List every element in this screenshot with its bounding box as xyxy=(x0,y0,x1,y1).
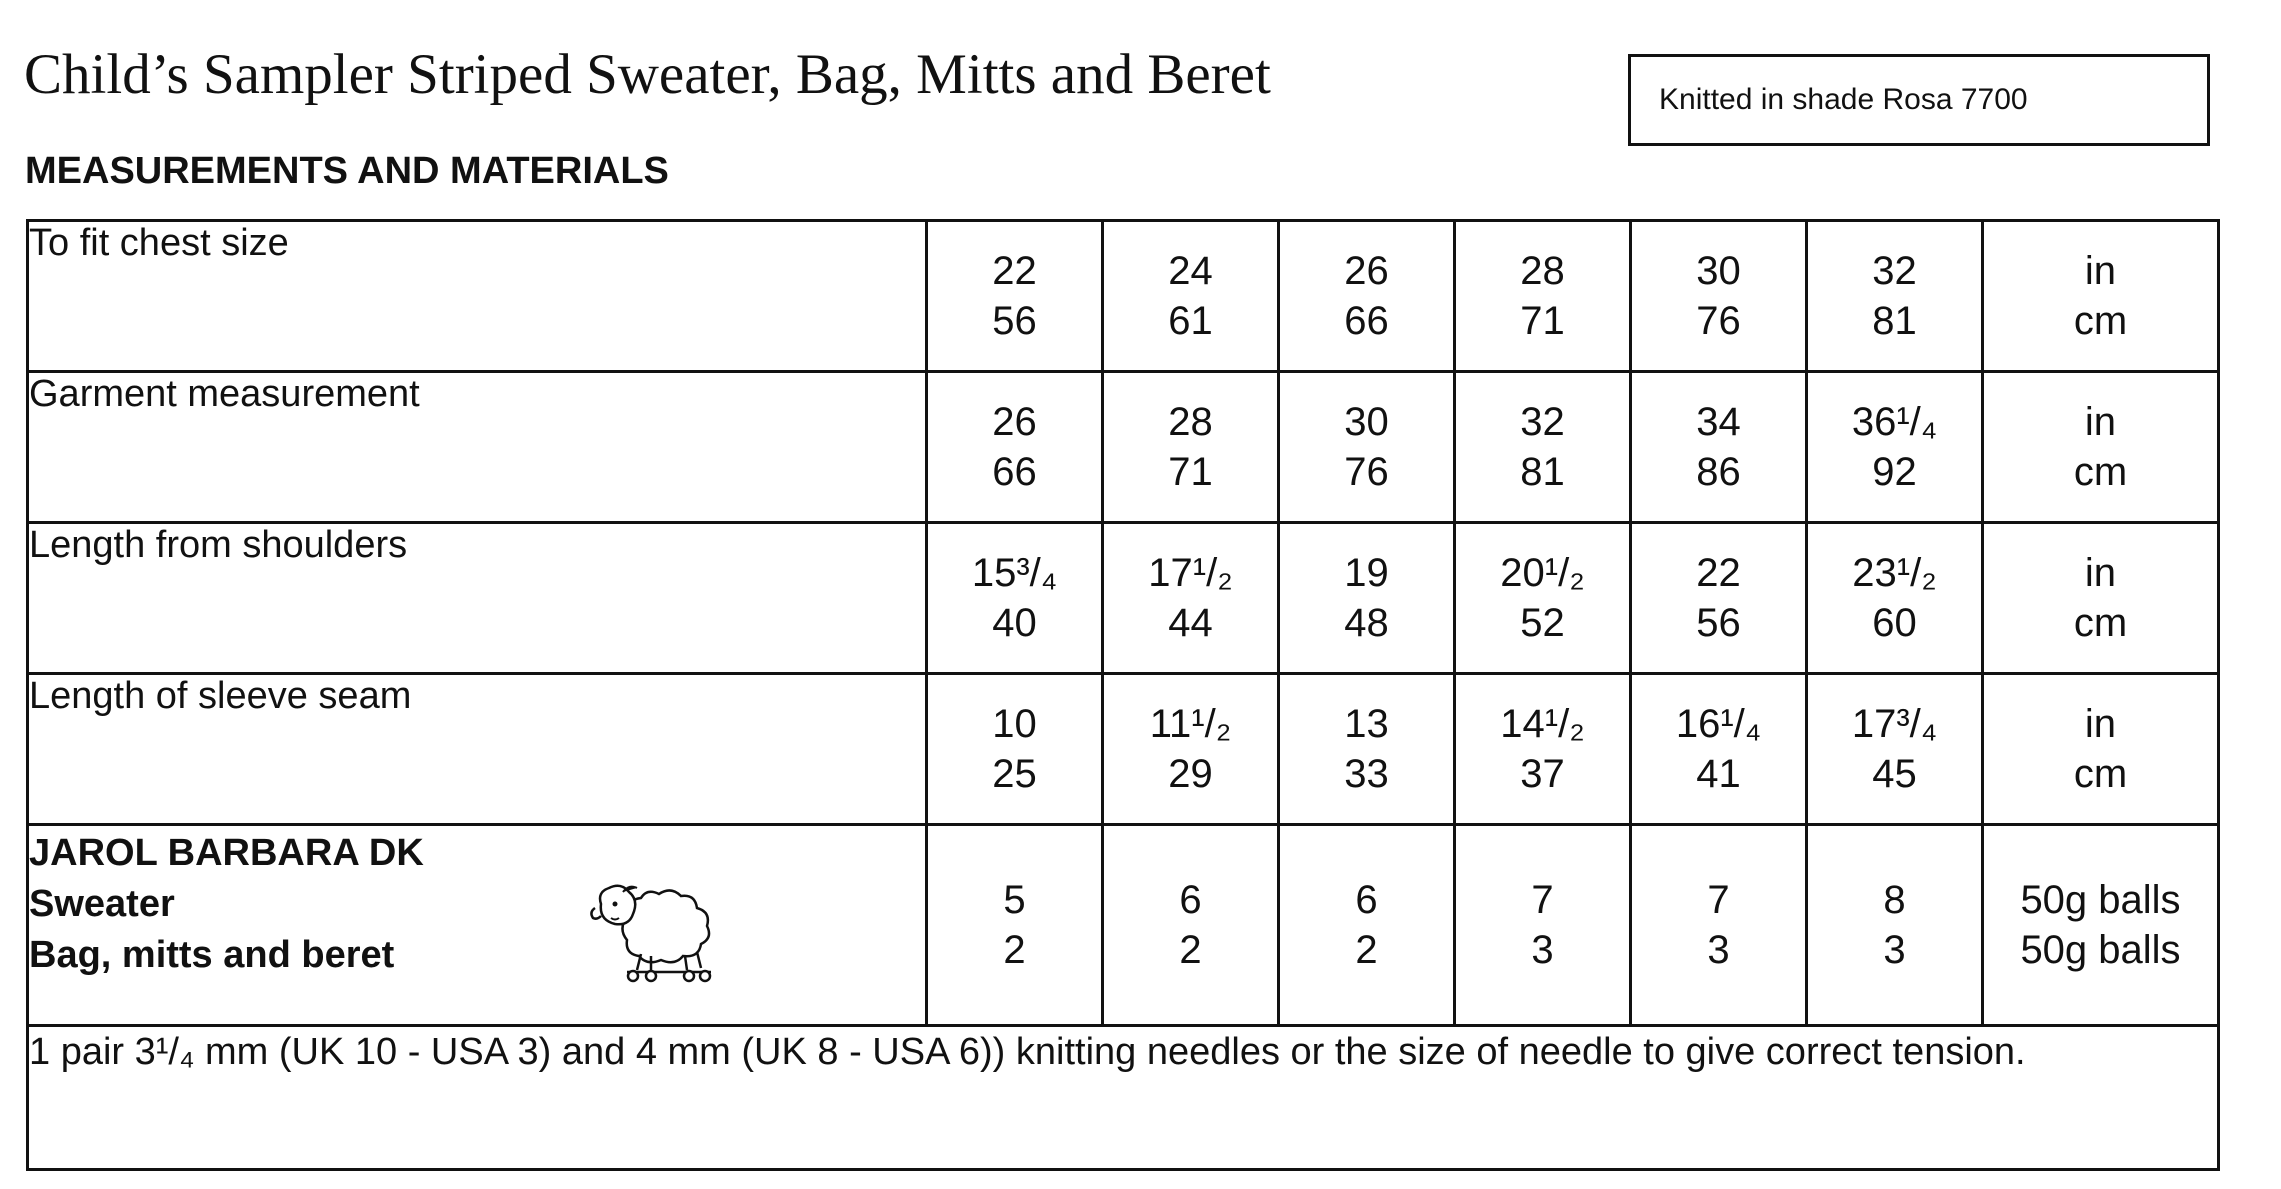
table-row-needles xyxy=(28,1026,2219,1170)
size-cell: 30 76 xyxy=(1279,372,1455,523)
size-cell: 15³/₄ 40 xyxy=(927,523,1103,674)
size-cell: 36¹/₄ 92 xyxy=(1807,372,1983,523)
balls-cell: 7 3 xyxy=(1455,825,1631,1026)
size-cell: 22 56 xyxy=(1631,523,1807,674)
size-cell: 30 76 xyxy=(1631,221,1807,372)
yarn-item: Bag, mitts and beret xyxy=(29,934,395,976)
needles-note: 1 pair 3¹/₄ mm (UK 10 - USA 3) and 4 mm (UK 8 - USA 6)) knitting needles or the size of needle to give correct tension. xyxy=(28,1026,2219,1170)
size-cell: 32 81 xyxy=(1455,372,1631,523)
row-label: Garment measurement xyxy=(28,372,927,523)
yarn-item: Sweater xyxy=(29,883,175,925)
balls-cell: 6 2 xyxy=(1279,825,1455,1026)
row-label: Length of sleeve seam xyxy=(28,674,927,825)
table-row-length xyxy=(28,523,2219,674)
shade-note: Knitted in shade Rosa 7700 xyxy=(1659,83,2028,116)
size-cell: 10 25 xyxy=(927,674,1103,825)
size-cell: 23¹/₂ 60 xyxy=(1807,523,1983,674)
size-cell: 17¹/₂ 44 xyxy=(1103,523,1279,674)
size-cell: 20¹/₂ 52 xyxy=(1455,523,1631,674)
unit-cell: in cm xyxy=(1983,523,2219,674)
size-cell: 34 86 xyxy=(1631,372,1807,523)
table-row-sleeve xyxy=(28,674,2219,825)
table-row-garment xyxy=(28,372,2219,523)
page-title: Child’s Sampler Striped Sweater, Bag, Mitts and Beret xyxy=(24,43,1271,106)
size-cell: 11¹/₂ 29 xyxy=(1103,674,1279,825)
size-cell: 26 66 xyxy=(1279,221,1455,372)
size-cell: 26 66 xyxy=(927,372,1103,523)
unit-cell: in cm xyxy=(1983,674,2219,825)
balls-cell: 7 3 xyxy=(1631,825,1807,1026)
unit-cell: in cm xyxy=(1983,372,2219,523)
size-cell: 17³/₄ 45 xyxy=(1807,674,1983,825)
table-row-chest xyxy=(28,221,2219,372)
size-cell: 19 48 xyxy=(1279,523,1455,674)
size-cell: 24 61 xyxy=(1103,221,1279,372)
measurements-table xyxy=(26,219,2220,1171)
unit-cell: in cm xyxy=(1983,221,2219,372)
yarn-label-cell xyxy=(28,825,927,1026)
shade-note-box xyxy=(1628,54,2210,146)
size-cell: 28 71 xyxy=(1455,221,1631,372)
balls-cell: 5 2 xyxy=(927,825,1103,1026)
balls-cell: 6 2 xyxy=(1103,825,1279,1026)
yarn-brand: JAROL BARBARA DK xyxy=(29,832,424,874)
section-heading: MEASUREMENTS AND MATERIALS xyxy=(25,150,669,192)
size-cell: 13 33 xyxy=(1279,674,1455,825)
row-label: Length from shoulders xyxy=(28,523,927,674)
size-cell: 16¹/₄ 41 xyxy=(1631,674,1807,825)
size-cell: 22 56 xyxy=(927,221,1103,372)
size-cell: 32 81 xyxy=(1807,221,1983,372)
row-label: To fit chest size xyxy=(28,221,927,372)
balls-cell: 8 3 xyxy=(1807,825,1983,1026)
size-cell: 14¹/₂ 37 xyxy=(1455,674,1631,825)
unit-cell: 50g balls 50g balls xyxy=(1983,825,2219,1026)
lamb-icon xyxy=(589,874,729,984)
table-row-yarn xyxy=(28,825,2219,1026)
size-cell: 28 71 xyxy=(1103,372,1279,523)
